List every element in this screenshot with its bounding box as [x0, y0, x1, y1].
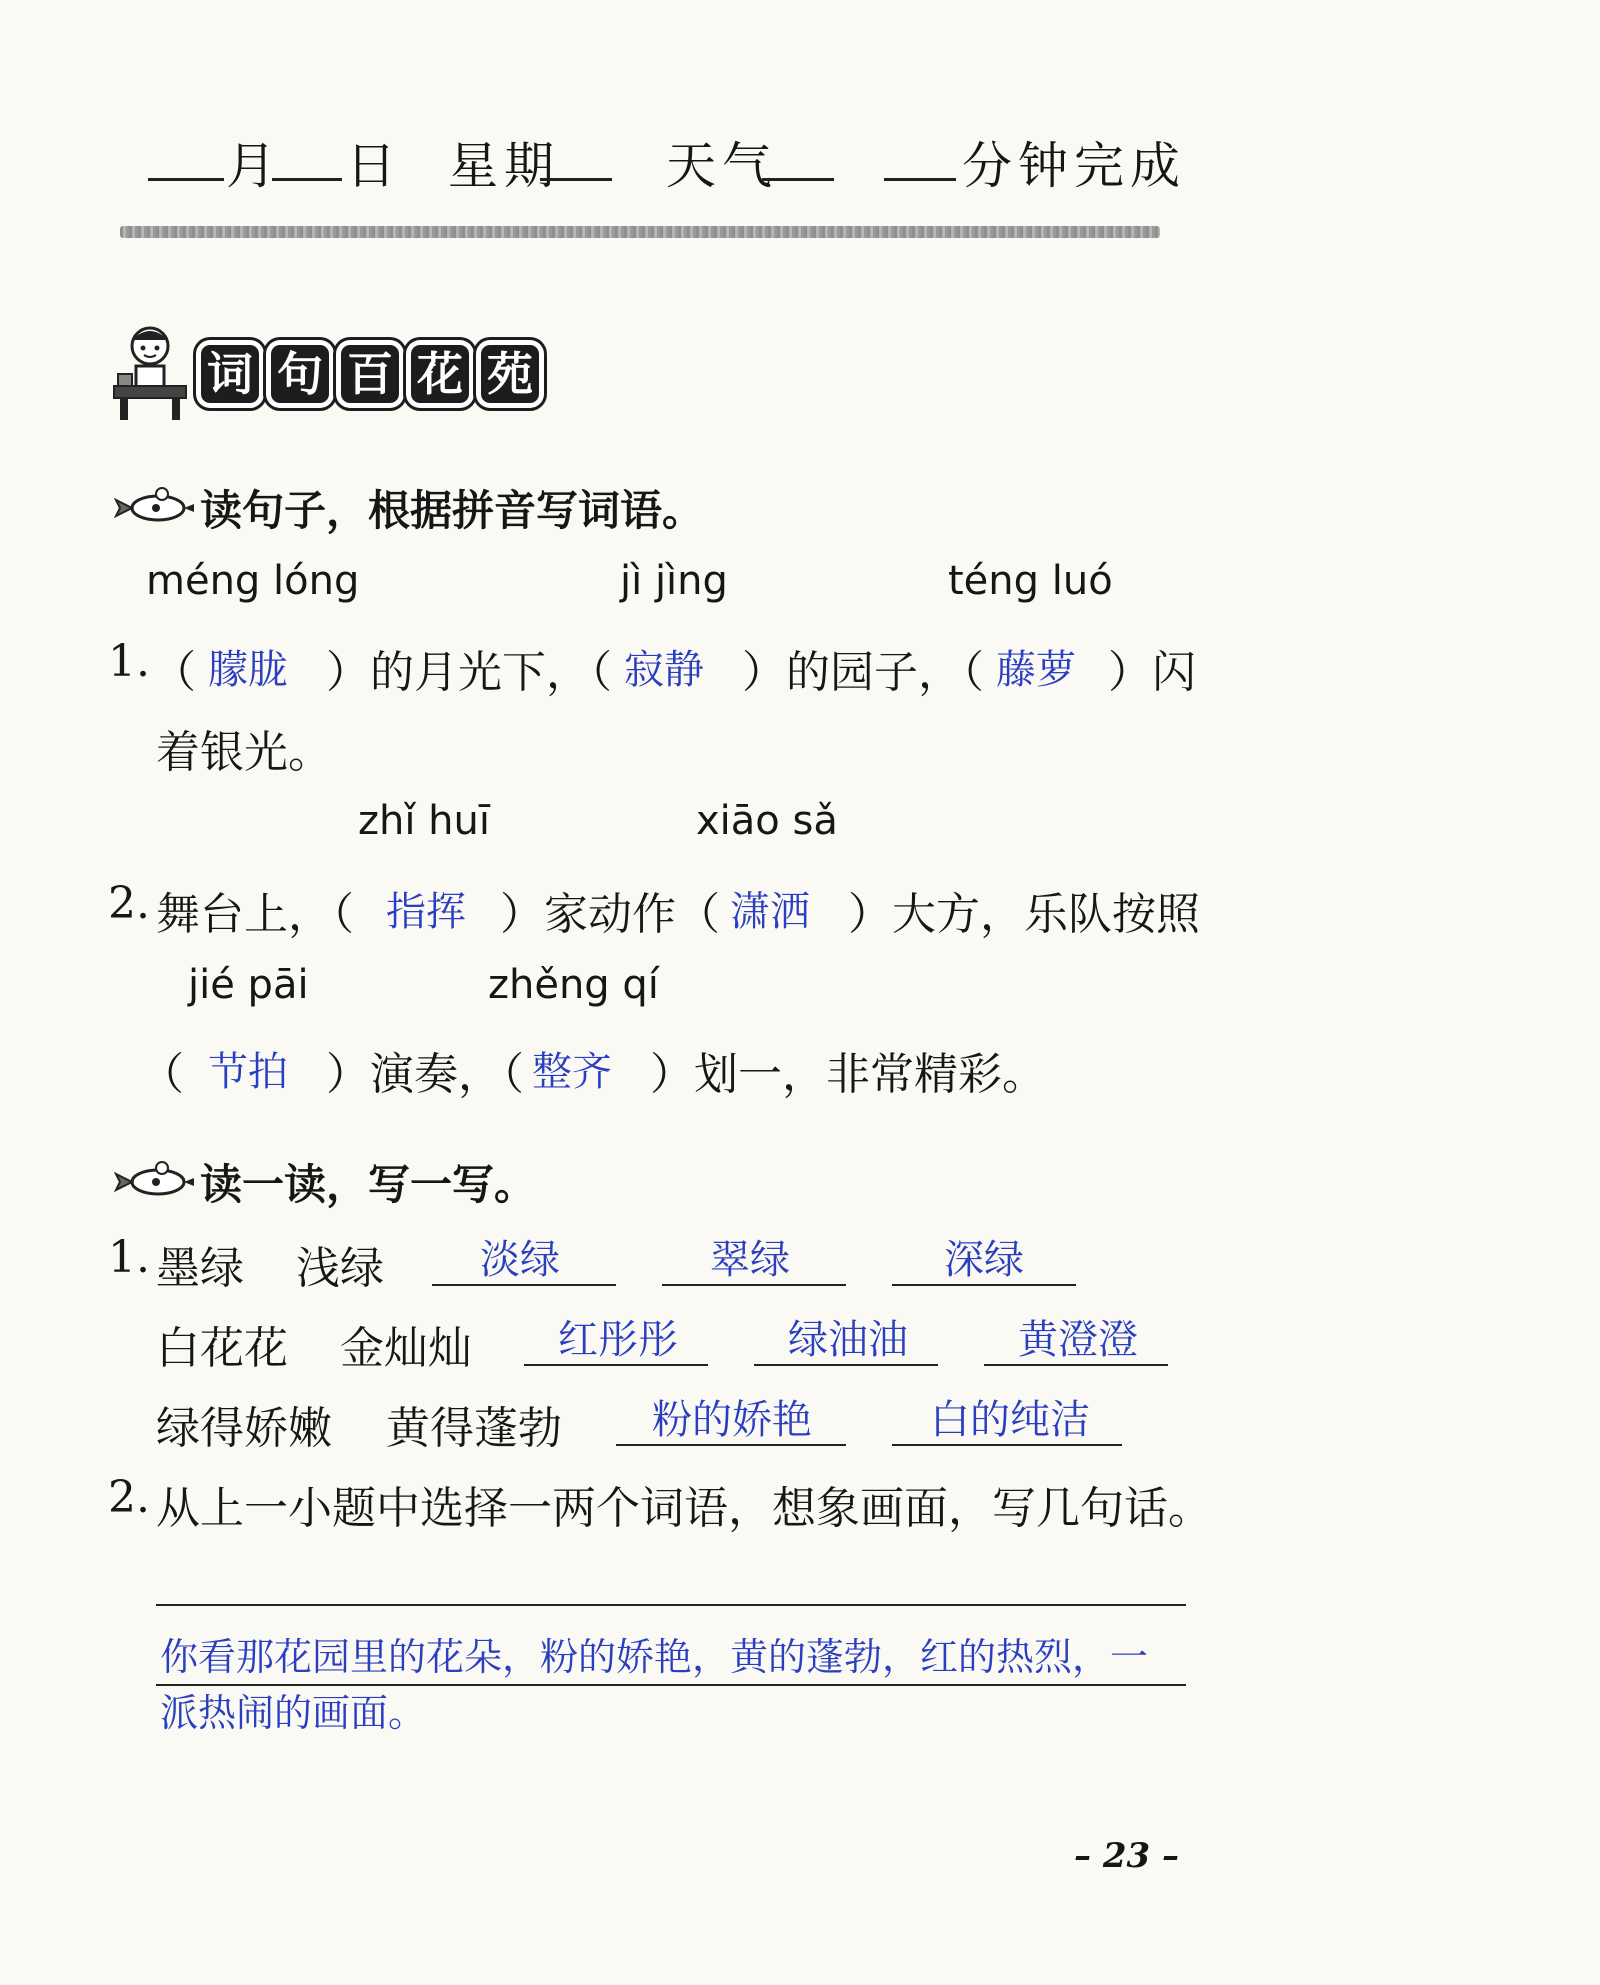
part2-q2-answer-line1: 你看那花园里的花朵，粉的娇艳，黄的蓬勃，红的热烈，一 [160, 1635, 1149, 1679]
q2-pinyin-3: jié pāi [188, 962, 309, 1008]
month-label: 月 [226, 137, 282, 195]
row3-word-1: 绿得娇嫩 [156, 1403, 332, 1454]
section-title-char-1: 词 [196, 340, 264, 408]
q2-seg1: ）家动作（ [500, 889, 720, 940]
row2-word-1: 白花花 [156, 1323, 288, 1374]
rocket-icon [112, 484, 196, 528]
row1-answer-2: 翠绿 [710, 1237, 790, 1283]
q2-number: 2. [108, 878, 150, 929]
q2-seg3: ）演奏，（ [326, 1049, 524, 1100]
weather-label: 天气 [666, 137, 778, 195]
q1-seg3: ）闪 [1108, 647, 1196, 698]
q2-seg2: ）大方，乐队按照 [848, 889, 1200, 940]
row1-word-1: 墨绿 [156, 1243, 244, 1294]
section-title-char-4: 花 [406, 340, 474, 408]
q2-pinyin-4: zhěng qí [488, 962, 659, 1008]
q1-pinyin-2: jì jìng [620, 558, 728, 604]
rocket-icon [112, 1158, 196, 1202]
weekday-label: 星期 [448, 137, 560, 195]
q1-seg2: ）的园子，（ [742, 647, 984, 698]
day-label: 日 [346, 137, 402, 195]
row2-word-2: 金灿灿 [340, 1323, 472, 1374]
part2-q1-number: 1. [108, 1232, 150, 1283]
row3-word-2: 黄得蓬勃 [386, 1403, 562, 1454]
section-title-char-3: 百 [336, 340, 404, 408]
row1-word-2: 浅绿 [296, 1243, 384, 1294]
row2-answer-3: 黄澄澄 [1018, 1317, 1138, 1363]
row3-answer-2: 白的纯洁 [930, 1397, 1090, 1443]
section-title-char-5: 苑 [476, 340, 544, 408]
part1-instruction: 读句子，根据拼音写词语。 [200, 486, 705, 535]
minutes-label: 分钟完成 [962, 137, 1186, 195]
header-divider [120, 226, 1160, 238]
q2-seg4: ）划一，非常精彩。 [650, 1049, 1046, 1100]
q1-answer-3: 藤萝 [996, 647, 1076, 693]
q2-lead: 舞台上，（ [156, 889, 354, 940]
q2-answer-2: 潇洒 [730, 889, 810, 935]
part2-q2-answer-line2: 派热闹的画面。 [160, 1691, 427, 1735]
q2-answer-1: 指挥 [386, 889, 466, 935]
q2-answer-4: 整齐 [532, 1049, 612, 1095]
part2-q2-prompt: 从上一小题中选择一两个词语，想象画面，写几句话。 [156, 1483, 1212, 1534]
q1-number: 1. [108, 636, 150, 687]
q2-answer-3: 节拍 [208, 1049, 288, 1095]
row1-answer-1: 淡绿 [480, 1237, 560, 1283]
q1-answer-1: 朦胧 [208, 647, 288, 693]
q2-open-paren: （ [140, 1049, 184, 1100]
section-title-char-2: 句 [266, 340, 334, 408]
q1-open-paren: （ [152, 647, 196, 698]
page-number: – 23 – [1074, 1836, 1179, 1876]
q2-pinyin-1: zhǐ huī [358, 798, 490, 844]
q1-pinyin-3: téng luó [948, 558, 1113, 604]
q2-pinyin-2: xiāo sǎ [696, 798, 838, 844]
q1-answer-2: 寂静 [624, 647, 704, 693]
student-mascot-icon [110, 322, 190, 422]
row2-answer-2: 绿油油 [788, 1317, 908, 1363]
q1-continuation: 着银光。 [156, 727, 332, 778]
part2-q2-number: 2. [108, 1472, 150, 1523]
row3-answer-1: 粉的娇艳 [652, 1397, 812, 1443]
row1-answer-3: 深绿 [944, 1237, 1024, 1283]
q1-seg1: ）的月光下，（ [326, 647, 612, 698]
q1-pinyin-1: méng lóng [146, 558, 360, 604]
row2-answer-1: 红彤彤 [558, 1317, 678, 1363]
part2-instruction: 读一读，写一写。 [200, 1160, 537, 1209]
